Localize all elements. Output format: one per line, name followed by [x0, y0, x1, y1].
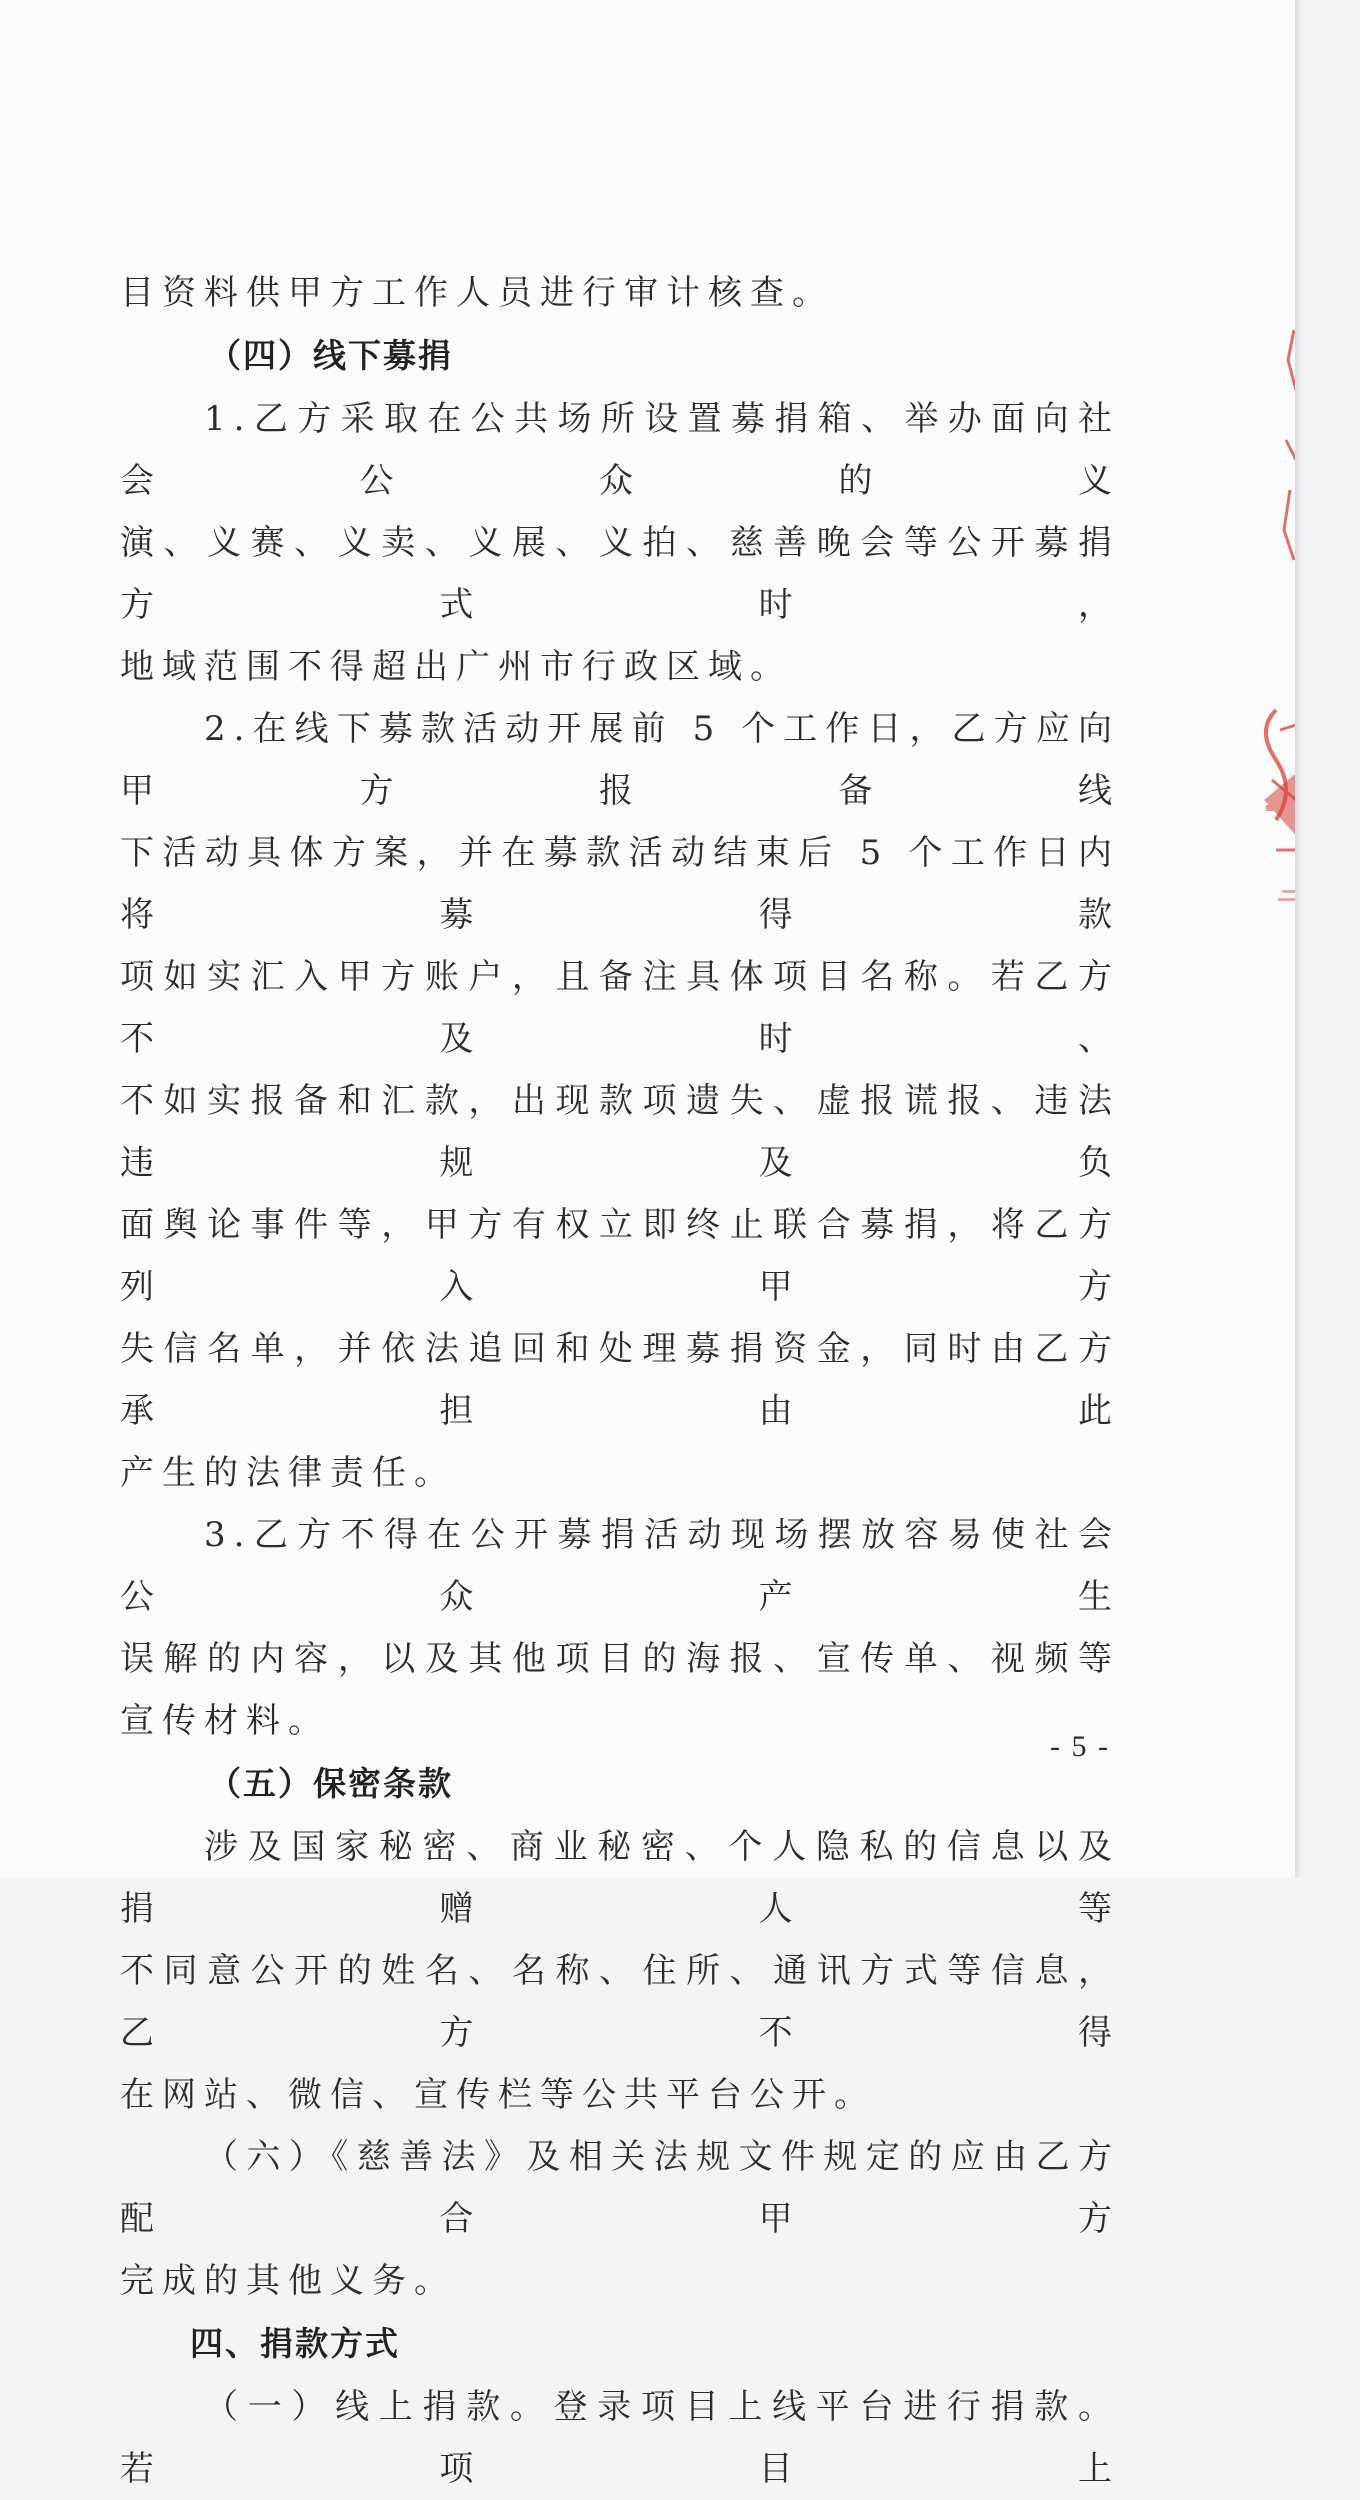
line: 项如实汇入甲方账户，且备注具体项目名称。若乙方不及时、 [120, 957, 1120, 1059]
line: 目资料供甲方工作人员进行审计核查。 [120, 273, 834, 313]
line: 演、义赛、义卖、义展、义拍、慈善晚会等公开募捐方式时， [120, 523, 1120, 625]
paragraph-other-obligations [120, 2126, 1120, 2312]
line: 在网站、微信、宣传栏等公共平台公开。 [120, 2075, 876, 2115]
paragraph-item-2 [120, 698, 1120, 1504]
line: 失信名单，并依法追回和处理募捐资金，同时由乙方承担由此 [120, 1329, 1120, 1431]
line: 2.在线下募款活动开展前 5 个工作日，乙方应向甲方报备线 [120, 709, 1120, 811]
document-body [120, 262, 1120, 2500]
section-heading-confidentiality: （五）保密条款 [208, 1764, 453, 1803]
line: 涉及国家秘密、商业秘密、个人隐私的信息以及捐赠人等 [120, 1827, 1120, 1929]
paragraph-item-1 [120, 388, 1120, 698]
section-heading-donation-methods: 四、捐款方式 [190, 2324, 400, 2363]
line: （六）《慈善法》及相关法规文件规定的应由乙方配合甲方 [120, 2137, 1120, 2239]
line: 地域范围不得超出广州市行政区域。 [120, 647, 792, 687]
paragraph-item-3 [120, 1504, 1120, 1752]
line: 面舆论事件等，甲方有权立即终止联合募捐，将乙方列入甲方 [120, 1205, 1120, 1307]
paragraph-continuation [120, 262, 1120, 324]
line: 产生的法律责任。 [120, 1453, 456, 1493]
line: 误解的内容，以及其他项目的海报、宣传单、视频等宣传材料。 [120, 1639, 1120, 1741]
line: 1.乙方采取在公共场所设置募捐箱、举办面向社会公众的义 [120, 399, 1120, 501]
page-number: - 5 - [1050, 1730, 1110, 1763]
line: 3.乙方不得在公开募捐活动现场摆放容易使社会公众产生 [120, 1515, 1120, 1617]
line: 下活动具体方案，并在募款活动结束后 5 个工作日内将募得款 [120, 833, 1120, 935]
paragraph-online-donation [120, 2376, 1120, 2500]
section-heading-offline-fundraising: （四）线下募捐 [208, 336, 453, 375]
line: （一）线上捐款。登录项目上线平台进行捐款。若项目上 [120, 2387, 1120, 2489]
line: 不如实报备和汇款，出现款项遗失、虚报谎报、违法违规及负 [120, 1081, 1120, 1183]
seal-fragment-icon [1236, 330, 1300, 1010]
line: 完成的其他义务。 [120, 2261, 456, 2301]
line: 不同意公开的姓名、名称、住所、通讯方式等信息，乙方不得 [120, 1951, 1120, 2053]
page-edge [1295, 0, 1301, 1877]
paragraph-confidentiality [120, 1816, 1120, 2126]
